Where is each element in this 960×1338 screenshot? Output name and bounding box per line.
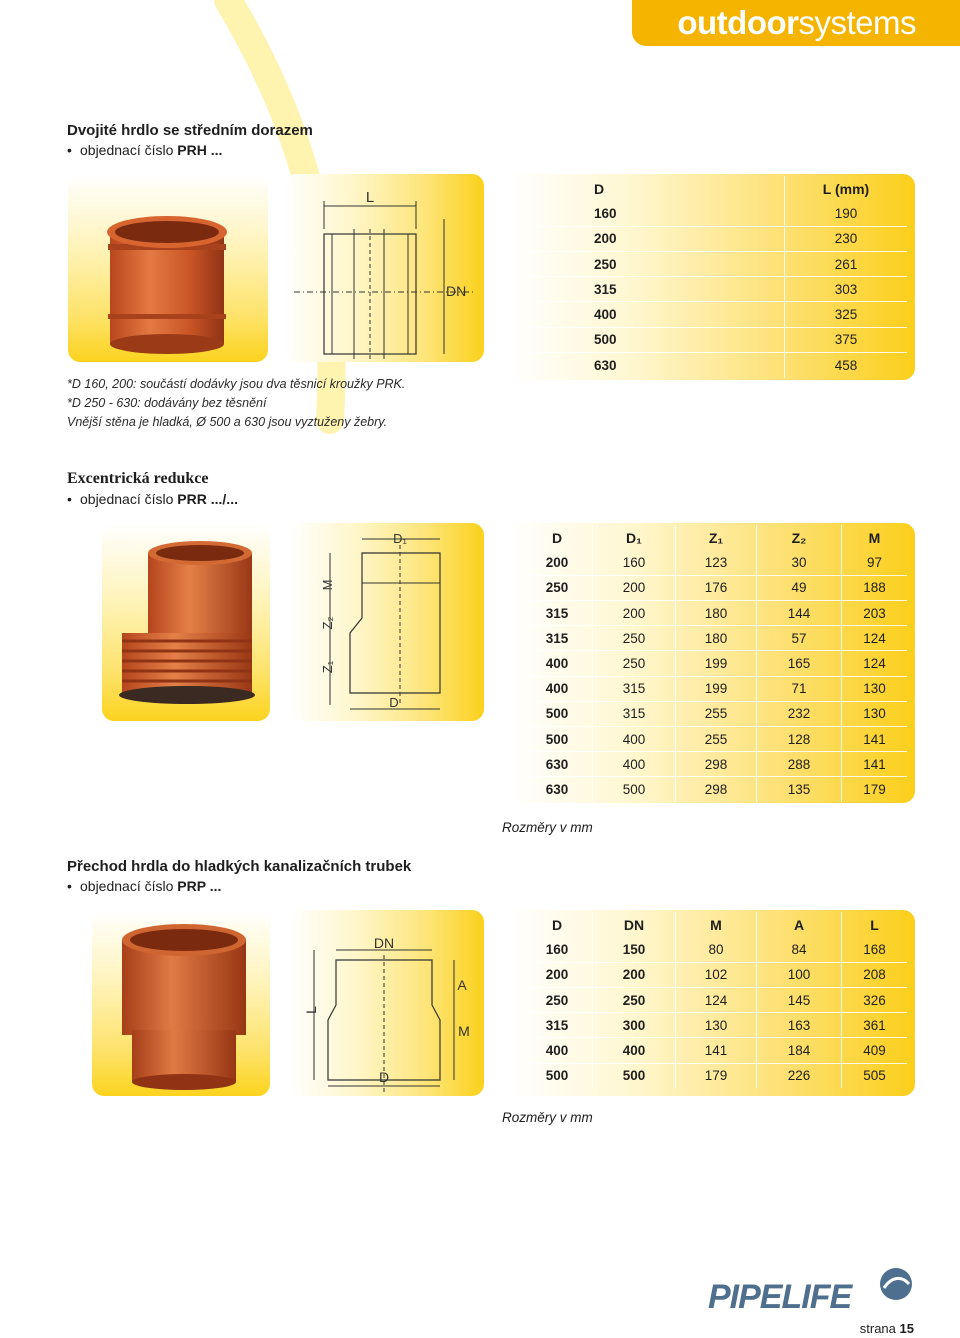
table-cell: 163 bbox=[757, 1013, 842, 1038]
table-row bbox=[522, 727, 907, 752]
label-L: L bbox=[365, 189, 375, 206]
double-socket-photo bbox=[68, 174, 268, 362]
table-cell: 160 bbox=[593, 550, 676, 575]
page-number: strana 15 bbox=[859, 1321, 914, 1336]
table-cell: 250 bbox=[522, 252, 785, 277]
section1-drawing-panel bbox=[284, 174, 484, 362]
table-cell: 199 bbox=[676, 651, 757, 676]
socket-adapter-technical-drawing bbox=[290, 910, 484, 1096]
section3-product-photo-panel bbox=[92, 910, 270, 1096]
section2-product-photo-panel bbox=[102, 523, 270, 721]
table-cell: 130 bbox=[842, 676, 908, 701]
table-row bbox=[522, 676, 907, 701]
table-cell: 300 bbox=[593, 1013, 676, 1038]
note-line: *D 250 - 630: dodávány bez těsnění bbox=[67, 396, 267, 410]
table-cell: 168 bbox=[842, 937, 908, 962]
pipelife-logo-text: PIPELIFE bbox=[708, 1278, 852, 1316]
table-cell: 200 bbox=[593, 575, 676, 600]
table-row bbox=[522, 651, 907, 676]
table-cell: 200 bbox=[593, 601, 676, 626]
table-cell: 250 bbox=[522, 988, 593, 1013]
section3-title: Přechod hrdla do hladkých kanalizačních trubek bbox=[67, 858, 412, 875]
table-cell: 298 bbox=[676, 752, 757, 777]
table-cell: 255 bbox=[676, 701, 757, 726]
table-cell: 124 bbox=[842, 651, 908, 676]
label-Z1: Z₁ bbox=[320, 660, 335, 674]
table-row bbox=[522, 1063, 907, 1088]
table-cell: 160 bbox=[545, 942, 569, 958]
label-DN: DN bbox=[446, 283, 467, 299]
label-L: L bbox=[303, 1006, 319, 1014]
table-cell: 400 bbox=[522, 651, 593, 676]
table-row bbox=[522, 626, 907, 651]
header-DN: DN bbox=[593, 912, 676, 937]
table-cell: 102 bbox=[676, 962, 757, 987]
table-cell: 250 bbox=[593, 988, 676, 1013]
label-A: A bbox=[457, 977, 467, 993]
table-cell: 400 bbox=[593, 727, 676, 752]
table-header-row bbox=[522, 912, 907, 937]
table-cell: 188 bbox=[842, 575, 908, 600]
table-cell: 179 bbox=[842, 777, 908, 802]
table-cell: 80 bbox=[676, 937, 757, 962]
table-row bbox=[522, 575, 907, 600]
table-cell: 361 bbox=[842, 1013, 908, 1038]
table-cell: 141 bbox=[842, 752, 908, 777]
header-Z2: Z₂ bbox=[757, 525, 842, 550]
table-cell: 375 bbox=[785, 327, 908, 352]
header-D1: D₁ bbox=[593, 525, 676, 550]
table-cell: 315 bbox=[593, 701, 676, 726]
label-M: M bbox=[458, 1023, 470, 1039]
brand-header-bar bbox=[632, 0, 960, 46]
table-row bbox=[522, 201, 907, 226]
eccentric-reducer-technical-drawing bbox=[290, 523, 484, 721]
table-cell: 145 bbox=[757, 988, 842, 1013]
table-cell: 144 bbox=[757, 601, 842, 626]
section3-unit-note: Rozměry v mm bbox=[502, 1110, 593, 1125]
header-L-mm: L (mm) bbox=[785, 176, 908, 201]
table-cell: 226 bbox=[757, 1063, 842, 1088]
header-L: L bbox=[842, 912, 908, 937]
label-DN: DN bbox=[373, 935, 395, 951]
table-row bbox=[522, 752, 907, 777]
pipelife-logo bbox=[706, 1262, 918, 1316]
section1-notes bbox=[67, 375, 405, 432]
section2-order-line: • objednací číslo PRR .../... bbox=[67, 491, 238, 507]
eccentric-reducer-photo bbox=[102, 523, 270, 721]
table-row bbox=[522, 226, 907, 251]
table-cell: 315 bbox=[522, 277, 785, 302]
note-line: *D 160, 200: součástí dodávky jsou dva těsnicí kroužky PRK. bbox=[67, 377, 406, 391]
table-cell: 100 bbox=[757, 962, 842, 987]
table-cell: 261 bbox=[785, 252, 908, 277]
table-row bbox=[522, 1038, 907, 1063]
table-row bbox=[522, 327, 907, 352]
table-row bbox=[522, 937, 907, 962]
table-cell: 288 bbox=[757, 752, 842, 777]
table-cell: 180 bbox=[676, 626, 757, 651]
table-cell: 400 bbox=[522, 676, 593, 701]
table-cell: 30 bbox=[757, 550, 842, 575]
table-cell: 315 bbox=[522, 1013, 593, 1038]
table-cell: 630 bbox=[522, 752, 593, 777]
table-row bbox=[522, 277, 907, 302]
table-cell: 124 bbox=[842, 626, 908, 651]
table-cell: 200 bbox=[522, 962, 593, 987]
label-D: D bbox=[378, 1069, 390, 1085]
section3-dimension-table bbox=[522, 912, 907, 1088]
section1-order-line: • objednací číslo PRH ... bbox=[67, 142, 223, 158]
label-D: D bbox=[389, 695, 399, 710]
double-socket-technical-drawing bbox=[284, 174, 484, 362]
section2-table-panel bbox=[510, 523, 915, 803]
section1-dimension-table bbox=[522, 176, 907, 378]
table-cell: 500 bbox=[593, 777, 676, 802]
table-cell: 326 bbox=[842, 988, 908, 1013]
table-cell: 400 bbox=[522, 302, 785, 327]
table-cell: 180 bbox=[676, 601, 757, 626]
section3-table-panel bbox=[510, 910, 915, 1096]
table-row bbox=[522, 988, 907, 1013]
table-cell: 130 bbox=[676, 1013, 757, 1038]
table-cell: 400 bbox=[522, 1038, 593, 1063]
table-cell: 500 bbox=[522, 327, 785, 352]
table-cell: 315 bbox=[593, 676, 676, 701]
table-cell: 298 bbox=[676, 777, 757, 802]
table-cell: 160 bbox=[594, 206, 617, 222]
note-line: Vnější stěna je hladká, Ø 500 a 630 jsou vyztuženy žebry. bbox=[67, 415, 388, 429]
table-cell: 190 bbox=[785, 201, 908, 226]
table-cell: 630 bbox=[522, 352, 785, 377]
section3-drawing-panel bbox=[290, 910, 484, 1096]
table-row bbox=[522, 962, 907, 987]
table-cell: 203 bbox=[842, 601, 908, 626]
table-cell: 179 bbox=[676, 1063, 757, 1088]
section1-table-panel bbox=[510, 174, 915, 380]
header-M: M bbox=[842, 525, 908, 550]
table-cell: 230 bbox=[785, 226, 908, 251]
table-header-row bbox=[522, 525, 907, 550]
table-cell: 165 bbox=[757, 651, 842, 676]
section2-dimension-table bbox=[522, 525, 907, 802]
section2-unit-note: Rozměry v mm bbox=[502, 820, 593, 835]
table-row bbox=[522, 601, 907, 626]
table-cell: 400 bbox=[593, 752, 676, 777]
label-Z2: Z₂ bbox=[320, 616, 335, 630]
label-M: M bbox=[320, 579, 335, 591]
section1-title: Dvojité hrdlo se středním dorazem bbox=[67, 122, 313, 139]
table-cell: 250 bbox=[593, 626, 676, 651]
table-cell: 630 bbox=[522, 777, 593, 802]
table-cell: 500 bbox=[522, 701, 593, 726]
table-cell: 135 bbox=[757, 777, 842, 802]
label-D1: D₁ bbox=[393, 531, 407, 546]
table-cell: 500 bbox=[522, 1063, 593, 1088]
table-cell: 71 bbox=[757, 676, 842, 701]
table-cell: 130 bbox=[842, 701, 908, 726]
table-cell: 458 bbox=[785, 352, 908, 377]
table-row bbox=[522, 302, 907, 327]
table-cell: 505 bbox=[842, 1063, 908, 1088]
table-cell: 325 bbox=[785, 302, 908, 327]
table-row bbox=[522, 1013, 907, 1038]
table-cell: 409 bbox=[842, 1038, 908, 1063]
header-A: A bbox=[757, 912, 842, 937]
table-cell: 315 bbox=[522, 626, 593, 651]
table-cell: 400 bbox=[593, 1038, 676, 1063]
table-header-row bbox=[522, 176, 907, 201]
section2-drawing-panel bbox=[290, 523, 484, 721]
table-cell: 200 bbox=[545, 555, 569, 571]
table-cell: 84 bbox=[757, 937, 842, 962]
table-cell: 500 bbox=[593, 1063, 676, 1088]
header-Z1: Z₁ bbox=[676, 525, 757, 550]
table-row bbox=[522, 252, 907, 277]
table-cell: 124 bbox=[676, 988, 757, 1013]
table-cell: 57 bbox=[757, 626, 842, 651]
section1-product-photo-panel bbox=[68, 174, 268, 362]
table-cell: 141 bbox=[676, 1038, 757, 1063]
table-row bbox=[522, 550, 907, 575]
header-M: M bbox=[676, 912, 757, 937]
table-cell: 232 bbox=[757, 701, 842, 726]
section2-title: Excentrická redukce bbox=[67, 470, 209, 487]
table-cell: 255 bbox=[676, 727, 757, 752]
section3-order-line: • objednací číslo PRP ... bbox=[67, 878, 222, 894]
table-cell: 150 bbox=[593, 937, 676, 962]
table-cell: 141 bbox=[842, 727, 908, 752]
table-cell: 250 bbox=[593, 651, 676, 676]
table-row bbox=[522, 701, 907, 726]
table-cell: 250 bbox=[522, 575, 593, 600]
table-cell: 199 bbox=[676, 676, 757, 701]
socket-adapter-photo bbox=[92, 910, 270, 1096]
header-D: D bbox=[594, 180, 605, 197]
table-row bbox=[522, 352, 907, 377]
table-cell: 200 bbox=[593, 962, 676, 987]
header-D: D bbox=[551, 529, 563, 546]
table-cell: 123 bbox=[676, 550, 757, 575]
table-cell: 208 bbox=[842, 962, 908, 987]
table-cell: 184 bbox=[757, 1038, 842, 1063]
header-D: D bbox=[551, 916, 563, 933]
table-row bbox=[522, 777, 907, 802]
table-cell: 176 bbox=[676, 575, 757, 600]
brand-wordmark: outdoorsystems bbox=[677, 4, 916, 41]
table-cell: 97 bbox=[842, 550, 908, 575]
table-cell: 500 bbox=[522, 727, 593, 752]
table-cell: 200 bbox=[522, 226, 785, 251]
table-cell: 303 bbox=[785, 277, 908, 302]
table-cell: 128 bbox=[757, 727, 842, 752]
table-cell: 315 bbox=[522, 601, 593, 626]
table-cell: 49 bbox=[757, 575, 842, 600]
